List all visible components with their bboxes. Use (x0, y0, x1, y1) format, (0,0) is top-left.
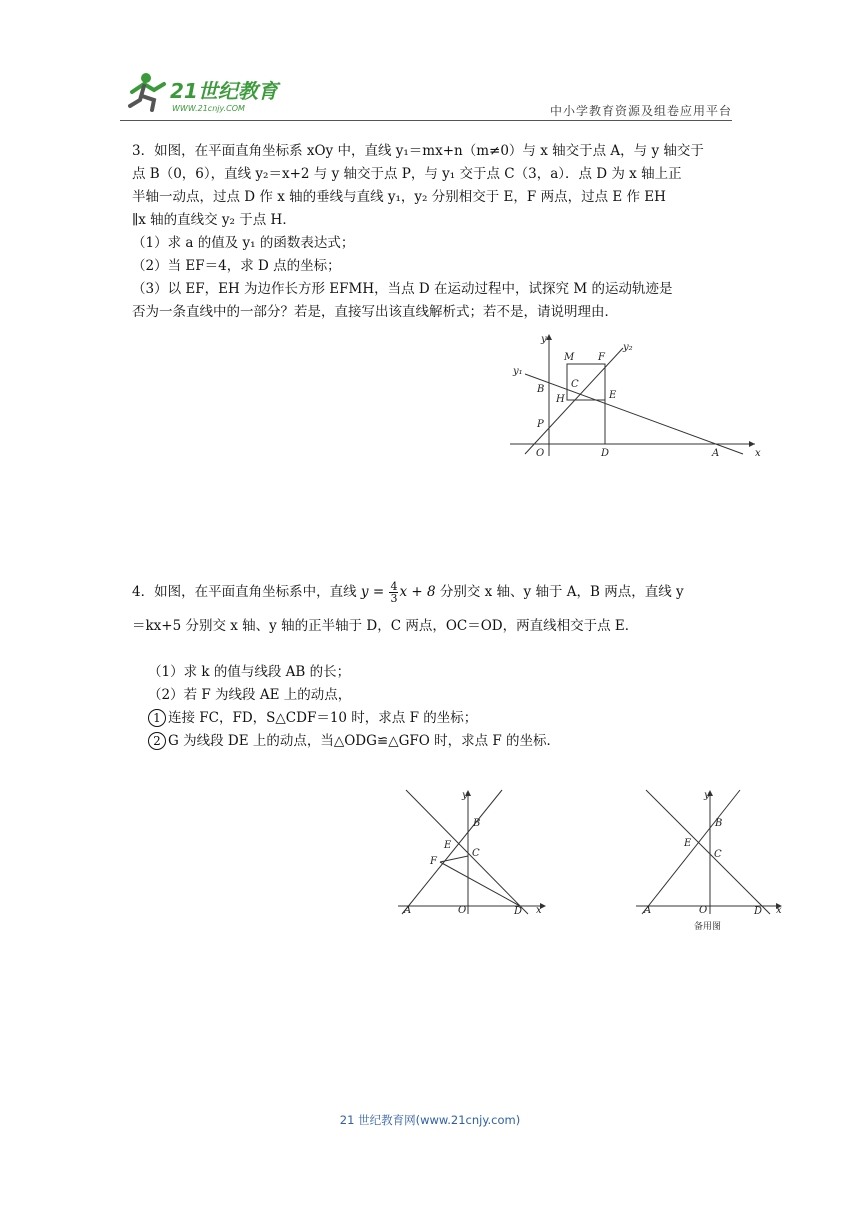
q4-sub-1: （1）求 k 的值与线段 AB 的长； (148, 664, 351, 680)
label-o: O (536, 448, 545, 459)
label-d: D (601, 448, 610, 459)
label-d: D (514, 906, 523, 917)
equation-rest: x + 8 (399, 584, 436, 600)
q4-sub-2: （2）若 F 为线段 AE 上的动点， (148, 687, 352, 703)
label-b: B (537, 384, 545, 395)
line-y1 (525, 374, 743, 454)
label-o: O (699, 905, 708, 916)
label-a: A (644, 905, 652, 916)
label-e: E (444, 840, 452, 851)
line-cd (646, 790, 770, 914)
fraction-numerator: 4 (390, 580, 398, 593)
q3-line-1: 3．如图，在平面直角坐标系 xOy 中，直线 y₁＝mx+n（m≠0）与 x 轴交于点 A，与 y 轴交于 (132, 143, 704, 159)
equation-y: y (360, 584, 369, 600)
circled-number-2: 2 (148, 732, 166, 750)
platform-title: 中小学教育资源及组卷应用平台 (549, 104, 732, 118)
segment-fd (440, 862, 520, 906)
q3-figure (505, 330, 770, 460)
logo-url: WWW.21cnjy.COM (172, 104, 245, 113)
header-divider (120, 120, 732, 121)
label-e: E (684, 838, 692, 849)
x-axis-arrow (749, 441, 755, 447)
q4-figure-1 (396, 786, 556, 918)
label-y: y (541, 334, 547, 345)
label-a: A (712, 448, 720, 459)
q3-sub-3a: （3）以 EF，EH 为边作长方形 EFMH，当点 D 在运动过程中，试探究 M 的运动轨迹是 (132, 281, 673, 297)
q3-line-3: 半轴一动点，过点 D 作 x 轴的垂线与直线 y₁，y₂ 分别相交于 E，F 两点，过点 E 作 EH (132, 189, 666, 205)
question-3 (132, 140, 732, 324)
label-y: y (704, 790, 710, 801)
label-f: F (430, 856, 437, 867)
q4-line-1: 4．如图，在平面直角坐标系中，直线 y = $\frac{4}{3}$ x + 8 分别交 x 轴、y 轴于 A，B 两点，直线 y (132, 580, 684, 605)
label-d: D (754, 906, 763, 917)
label-y: y (462, 790, 468, 801)
label-y1: y₁ (513, 366, 523, 377)
equation-fraction (389, 581, 398, 604)
q3-line-4: ∥x 轴的直线交 y₂ 于点 H． (132, 212, 296, 228)
label-o: O (458, 905, 467, 916)
q4-sub-2-part-2 (148, 729, 560, 750)
footer-source: 21 世纪教育网(www.21cnjy.com) (339, 1113, 521, 1127)
line-ab (642, 790, 740, 914)
q3-line-2: 点 B（0，6），直线 y₂＝x+2 与 y 轴交于点 P，与 y₁ 交于点 C（3，a）．点 D 为 x 轴上正 (132, 166, 682, 182)
label-b: B (473, 818, 481, 829)
circled-number-1: 1 (148, 709, 166, 727)
site-logo (124, 70, 294, 116)
label-b: B (715, 818, 723, 829)
label-x: x (776, 905, 782, 916)
label-f: F (598, 352, 605, 363)
label-c: C (472, 848, 480, 859)
label-c: C (571, 379, 579, 390)
q4-sub-2-part-1-text: 连接 FC，FD，S△CDF＝10 时，求点 F 的坐标； (168, 710, 478, 726)
line-ab (402, 790, 502, 914)
label-a: A (404, 905, 412, 916)
label-x: x (536, 905, 542, 916)
q3-sub-2: （2）当 EF＝4，求 D 点的坐标； (132, 258, 341, 274)
label-p: P (537, 419, 544, 430)
q4-line-1b: 分别交 x 轴、y 轴于 A，B 两点，直线 y (439, 584, 684, 600)
q4-line-2: ＝kx+5 分别交 x 轴、y 轴的正半轴于 D，C 两点，OC＝OD，两直线相交于点 E． (132, 618, 639, 634)
q4-sub-2-part-2-text: G 为线段 DE 上的动点，当△ODG≌△GFO 时，求点 F 的坐标． (168, 733, 561, 749)
q4-line-1a: 4．如图，在平面直角坐标系中，直线 (132, 584, 357, 600)
figure-caption: 备用图 (694, 922, 722, 932)
q4-figure-2 (634, 786, 794, 936)
line-cd (406, 790, 528, 914)
q4-sub-2-part-1 (148, 706, 477, 727)
label-x: x (755, 448, 761, 459)
label-e: E (609, 390, 617, 401)
segment-fc (440, 856, 468, 862)
label-h: H (556, 394, 565, 405)
q3-sub-1: （1）求 a 的值及 y₁ 的函数表达式； (132, 235, 355, 251)
fraction-denominator: 3 (390, 592, 398, 605)
y-axis-arrow (546, 334, 552, 340)
label-c: C (714, 849, 722, 860)
label-m: M (564, 352, 575, 363)
label-y2: y₂ (623, 342, 633, 353)
q3-sub-3b: 否为一条直线中的一部分？若是，直接写出该直线解析式；若不是，请说明理由． (132, 304, 618, 320)
logo-text: 21世纪教育 (170, 79, 278, 103)
runner-icon (130, 73, 164, 110)
